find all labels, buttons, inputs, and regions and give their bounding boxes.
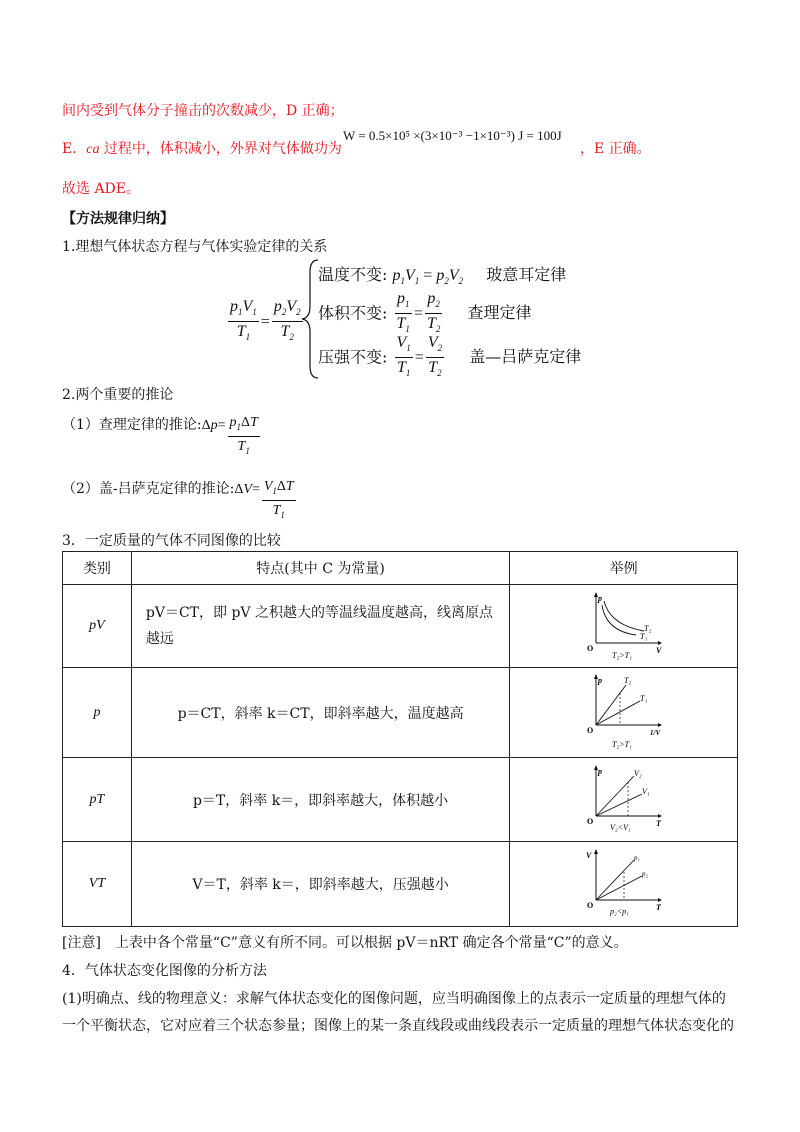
row-feature: V＝T，斜率 k＝，即斜率越大，压强越小 — [131, 842, 509, 927]
graph-caption: p₂<p₁ — [609, 907, 629, 916]
curve-label-low: V₁ — [641, 786, 650, 796]
boyle-law: 玻意耳定律 — [486, 265, 567, 284]
curve-label-low: T₁ — [639, 693, 647, 703]
ideal-gas-equation: $\frac{p_1V_1}{T_1}$ = $\frac{p_2V_2}{T_2}$ — [230, 298, 301, 343]
inference-1: （1）查理定律的推论:Δp= $\frac{p_1\Delta T}{T_1}$ — [62, 415, 258, 456]
svg-text:O: O — [586, 901, 593, 910]
case-pressure: 压强不变: $\frac{V_1}{T_1}$ = $\frac{V_2}{T_2}$ 盖—吕萨克定律 — [318, 334, 582, 379]
row-category: pV — [63, 585, 132, 668]
graph-caption: T₂>T₁ — [611, 739, 632, 749]
header-category: 类别 — [63, 552, 132, 585]
axis-label-x: T — [655, 818, 661, 828]
curve-label-low: T₁ — [639, 632, 647, 641]
svg-text:O: O — [586, 644, 593, 653]
example-graph-cell — [510, 758, 738, 842]
row-category: p — [63, 668, 132, 758]
row-category: pT — [63, 758, 132, 842]
table-row — [63, 585, 738, 668]
axis-label-x: V — [655, 646, 661, 655]
answer-line-e — [62, 138, 342, 158]
item4-title: 4．气体状态变化图像的分析方法 — [62, 963, 267, 979]
case-temperature: 温度不变: $p_1V_1 = p_2V_2$ 玻意耳定律 — [318, 265, 567, 287]
answer-line-e-ca: ca — [86, 142, 100, 157]
item3-title: 3．一定质量的气体不同图像的比较 — [62, 533, 281, 549]
curve-label-high: p₁ — [633, 854, 640, 862]
graph-caption: V₂<V₁ — [609, 822, 631, 832]
axis-label-x: 1/V — [649, 728, 660, 737]
item4-paragraph-line2: 一个平衡状态，它对应着三个状态参量；图像上的某一条直线段或曲线段表示一定质量的理想气体状态变化的 — [62, 1018, 734, 1034]
caution-note: [注意] 上表中各个常量“C”意义有所不同。可以根据 pV＝nRT 确定各个常量“C”的意义。 — [62, 935, 628, 951]
answer-line-e-prefix: E． — [62, 141, 87, 157]
row-feature: p＝CT，斜率 k＝CT，即斜率越大，温度越高 — [131, 668, 509, 758]
inference-2: （2）盖-吕萨克定律的推论:ΔV= $\frac{V_1\Delta T}{T_1}$ — [62, 479, 294, 520]
table-row — [63, 758, 738, 842]
inference-2-label: （2）盖-吕萨克定律的推论: — [62, 481, 235, 497]
axis-label-y: p — [597, 675, 602, 685]
curve-label-low: p₂ — [641, 870, 648, 878]
answer-choice: 故选 ADE。 — [62, 181, 141, 197]
item4-paragraph-line1: (1)明确点、线的物理意义：求解气体状态变化的图像问题，应当明确图像上的点表示一定质量的理想气体的 — [62, 991, 726, 1007]
work-formula: W = 0.5×10⁵ ×(3×10⁻³ −1×10⁻³) J = 100J — [343, 128, 562, 143]
row-feature: pV＝CT，即 pV 之积越大的等温线温度越高，线离原点越远 — [131, 585, 509, 668]
p-inverse-v-graph — [584, 673, 664, 753]
axis-label-y: V — [585, 851, 591, 860]
curve-label-high: T₂ — [643, 624, 651, 633]
example-graph-cell — [510, 668, 738, 758]
item2-title: 2.两个重要的推论 — [62, 387, 174, 403]
p-t-graph — [584, 764, 664, 836]
section-heading: 【方法规律归纳】 — [62, 211, 174, 227]
answer-line-d: 间内受到气体分子撞击的次数减少，D 正确； — [62, 103, 344, 119]
charles-law: 查理定律 — [467, 303, 532, 323]
axis-label-y: p — [597, 766, 602, 776]
answer-line-e-suffix: ，E 正确。 — [580, 141, 651, 157]
example-graph-cell — [510, 585, 738, 668]
example-graph-cell — [510, 842, 738, 927]
header-feature: 特点(其中 C 为常量) — [131, 552, 509, 585]
graph-caption: T₂>T₁ — [611, 651, 632, 660]
table-row — [63, 668, 738, 758]
svg-text:O: O — [586, 725, 593, 735]
curve-label-high: T₂ — [623, 675, 631, 685]
inference-1-label: （1）查理定律的推论: — [62, 417, 202, 433]
graph-comparison-table — [62, 551, 738, 927]
case3-label: 压强不变: — [318, 347, 388, 367]
case2-label: 体积不变: — [318, 303, 388, 323]
answer-line-e-mid: 过程中，体积减小，外界对气体做功为 — [99, 141, 342, 157]
svg-text:O: O — [586, 816, 593, 826]
axis-label-x: T — [655, 903, 661, 912]
v-t-graph — [584, 848, 664, 920]
curve-label-high: V₂ — [633, 768, 642, 778]
row-category: VT — [63, 842, 132, 927]
axis-label-y: p — [597, 594, 602, 603]
item1-title: 1.理想气体状态方程与气体实验定律的关系 — [62, 239, 328, 255]
row-feature: p＝T，斜率 k＝，即斜率越大，体积越小 — [131, 758, 509, 842]
isotherm-graph — [584, 591, 664, 661]
table-row — [63, 842, 738, 927]
gay-lussac-law: 盖—吕萨克定律 — [469, 347, 582, 367]
case-volume: 体积不变: $\frac{p_1}{T_1}$ = $\frac{p_2}{T_2}$ 查理定律 — [318, 290, 532, 335]
case1-label: 温度不变: — [318, 265, 388, 284]
header-example: 举例 — [510, 552, 738, 585]
